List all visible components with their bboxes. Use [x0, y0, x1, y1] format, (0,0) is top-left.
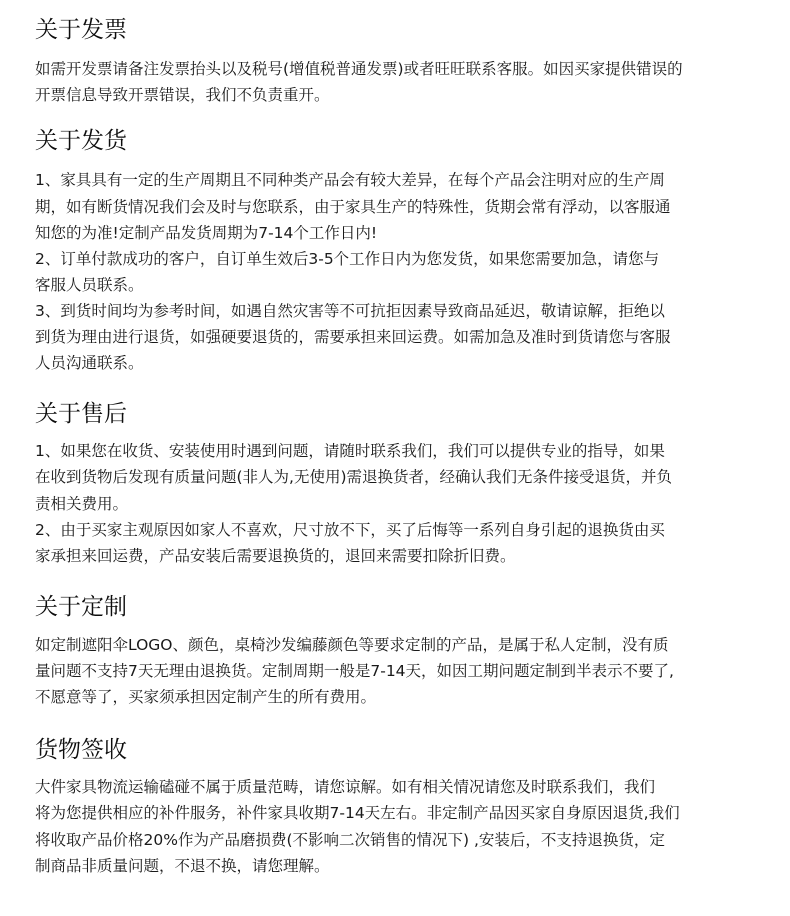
after-sales-text-line: 责相关费用。 — [35, 495, 129, 513]
after-sales-text-line: 在收到货物后发现有质量问题(非人为,无使用)需退换货者，经确认我们无条件接受退货，并负 — [35, 468, 673, 486]
shipping-text-line: 到货为理由进行退货，如强硬要退货的，需要承担来回运费。如需加急及准时到货请您与客服 — [35, 328, 671, 346]
shipping-text-line: 1、家具具有一定的生产周期且不同种类产品会有较大差异，在每个产品会注明对应的生产周 — [35, 171, 665, 189]
shipping-text-line: 人员沟通联系。 — [35, 354, 144, 372]
customization-text-line: 量问题不支持7天无理由退换货。定制周期一般是7-14天，如因工期问题定制到半表示不要了, — [35, 662, 674, 680]
delivery-receipt-text-line: 将为您提供相应的补件服务，补件家具收期7-14天左右。非定制产品因买家自身原因退货,我们 — [35, 804, 680, 822]
after-sales-text-line: 1、如果您在收货、安装使用时遇到问题，请随时联系我们，我们可以提供专业的指导，如果 — [35, 442, 665, 460]
section-title-delivery-receipt: 货物签收 — [35, 737, 127, 763]
delivery-receipt-text-line: 制商品非质量问题，不退不换，请您理解。 — [35, 857, 330, 875]
invoice-text-line: 如需开发票请备注发票抬头以及税号(增值税普通发票)或者旺旺联系客服。如因买家提供错误的 — [35, 60, 683, 78]
shipping-text-line: 客服人员联系。 — [35, 276, 144, 294]
section-title-shipping: 关于发货 — [35, 128, 127, 154]
shipping-text-line: 3、到货时间均为参考时间，如遇自然灾害等不可抗拒因素导致商品延迟，敬请谅解，拒绝以 — [35, 302, 665, 320]
delivery-receipt-text-line: 大件家具物流运输磕碰不属于质量范畴，请您谅解。如有相关情况请您及时联系我们，我们 — [35, 778, 656, 796]
section-title-after-sales: 关于售后 — [35, 401, 127, 427]
shipping-text-line: 2、订单付款成功的客户，自订单生效后3-5个工作日内为您发货，如果您需要加急，请您与 — [35, 250, 660, 268]
customization-text-line: 如定制遮阳伞LOGO、颜色，桌椅沙发编藤颜色等要求定制的产品，是属于私人定制，没有质 — [35, 636, 669, 654]
delivery-receipt-text-line: 将收取产品价格20%作为产品磨损费(不影响二次销售的情况下) ,安装后，不支持退换货，定 — [35, 831, 665, 849]
customization-text-line: 不愿意等了，买家须承担因定制产生的所有费用。 — [35, 688, 377, 706]
invoice-text-line: 开票信息导致开票错误，我们不负责重开。 — [35, 86, 330, 104]
shipping-text-line: 知您的为准!定制产品发货周期为7-14个工作日内! — [35, 224, 378, 242]
section-title-customization: 关于定制 — [35, 594, 127, 620]
after-sales-text-line: 家承担来回运费，产品安装后需要退换货的，退回来需要扣除折旧费。 — [35, 547, 516, 565]
after-sales-text-line: 2、由于买家主观原因如家人不喜欢，尺寸放不下，买了后悔等一系列自身引起的退换货由买 — [35, 521, 665, 539]
section-title-invoice: 关于发票 — [35, 17, 127, 43]
shipping-text-line: 期，如有断货情况我们会及时与您联系，由于家具生产的特殊性，货期会常有浮动，以客服通 — [35, 198, 671, 216]
